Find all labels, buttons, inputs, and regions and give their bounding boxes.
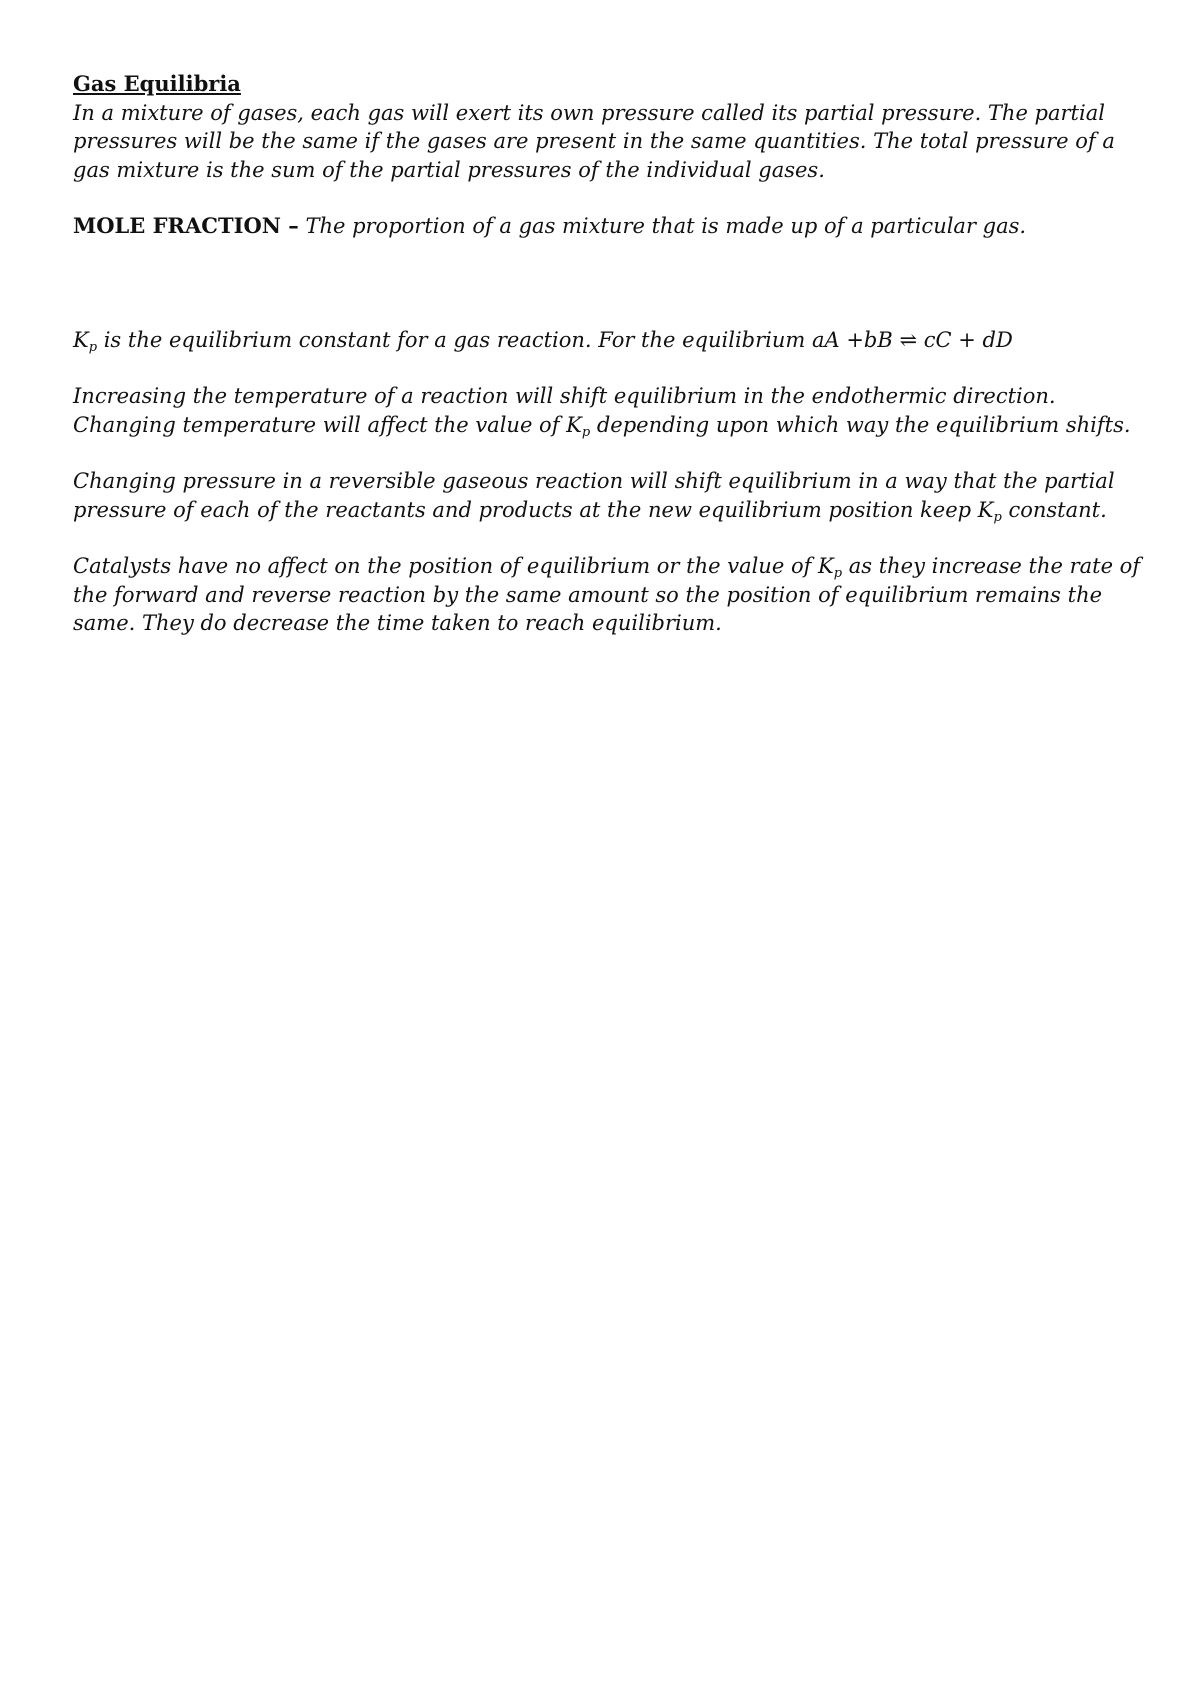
spacer: [73, 184, 1143, 212]
pressure-paragraph: [73, 467, 1143, 524]
spacer: [73, 241, 1143, 326]
temperature-text-1: Increasing the temperature of a reaction will shift equilibrium in the endothermic direction. Changing temperature will affect the value of K: [73, 384, 1056, 437]
catalysts-text-2: as they increase the rate of the forward and reverse reaction by the same amount so the position of equilibrium remains the same. They do decrease the time taken to reach equilibrium.: [73, 554, 1141, 635]
catalysts-text-1: Catalysts have no affect on the position of equilibrium or the value of K: [73, 554, 834, 578]
catalysts-paragraph: [73, 552, 1143, 638]
mole-fraction-definition: The proportion of a gas mixture that is made up of a particular gas.: [305, 214, 1027, 238]
kp-symbol: K: [73, 327, 89, 352]
mole-fraction-term: MOLE FRACTION –: [73, 213, 299, 238]
pressure-text-1: Changing pressure in a reversible gaseous reaction will shift equilibrium in a way that the partial pressure of each of the reactants and products at the new equilibrium position keep K: [73, 469, 1115, 522]
kp-subscript: p: [88, 339, 98, 355]
spacer: [73, 354, 1143, 382]
temperature-text-2: depending upon which way the equilibrium shifts.: [596, 412, 1131, 437]
spacer: [73, 439, 1143, 467]
temperature-subscript: p: [581, 424, 591, 440]
catalysts-subscript: p: [833, 566, 843, 581]
pressure-text-2: constant.: [1008, 497, 1107, 522]
page-title: Gas Equilibria: [73, 71, 241, 96]
kp-text: is the equilibrium constant for a gas reaction. For the equilibrium aA +bB ⇌ cC + dD: [103, 327, 1013, 352]
pressure-subscript: p: [993, 509, 1002, 525]
intro-paragraph: In a mixture of gases, each gas will exert its own pressure called its partial pressure. The partial pressures will be the same if the gases are present in the same quantities. The total pressure of a gas mixture is the sum of the partial pressures of the individual gases.: [73, 100, 1115, 182]
kp-paragraph: [73, 326, 1143, 355]
mole-fraction-paragraph: [73, 212, 1143, 241]
spacer: [73, 524, 1143, 552]
temperature-paragraph: [73, 382, 1143, 439]
document-page: [73, 70, 1143, 638]
